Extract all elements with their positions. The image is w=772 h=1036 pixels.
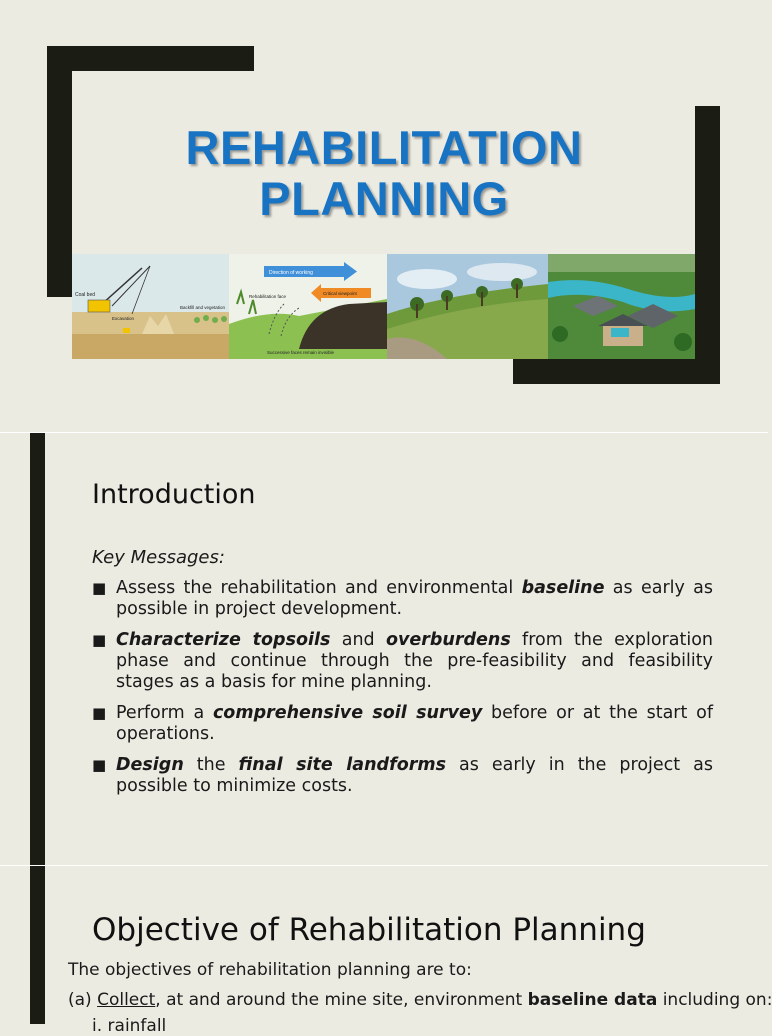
frame-top-left-horizontal — [47, 46, 254, 71]
frame-bottom-right-horizontal — [513, 359, 720, 384]
emphasis: baseline — [521, 578, 605, 598]
slide-heading: Introduction — [92, 479, 256, 510]
slide-accent-bar — [30, 433, 45, 865]
slide-title-line-1: REHABILITATION — [185, 121, 583, 174]
key-messages-list — [92, 578, 713, 807]
objective-item-a: (a) Collect, at and around the mine site, environment baseline data including on: — [68, 990, 772, 1010]
resort-render-image — [548, 254, 695, 359]
emphasis: baseline data — [527, 990, 658, 1010]
rehabilitation-diagram-image — [229, 254, 387, 359]
key-messages-label: Key Messages: — [92, 547, 225, 568]
square-bullet-icon: ■ — [92, 704, 107, 722]
introduction-slide — [0, 433, 768, 865]
excavation-label: Excavation — [112, 316, 135, 321]
list-item: ■ Perform a comprehensive soil survey before or at the start of operations. — [92, 703, 713, 744]
successive-faces-label: Successive faces remain invisible — [267, 350, 335, 355]
mining-excavation-image — [72, 254, 229, 359]
list-item: ■ Design the final site landforms as early in the project as possible to minimize costs. — [92, 755, 713, 796]
square-bullet-icon: ■ — [92, 579, 107, 597]
emphasis: overburdens — [385, 630, 511, 650]
slide-heading: Objective of Rehabilitation Planning — [92, 912, 646, 948]
coal-bed-label: Coal bed — [75, 292, 96, 298]
image-strip — [72, 254, 695, 359]
intro-text: The objectives of rehabilitation planning are to: — [68, 960, 472, 980]
emphasis: comprehensive soil survey — [212, 703, 483, 723]
list-item: ■ Characterize topsoils and overburdens from the exploration phase and continue through the pre-feasibility and feasibility stages as a basis for mine planning. — [92, 630, 713, 692]
rehab-face-label: Rehabilitation face — [249, 294, 287, 299]
title-slide — [0, 0, 768, 432]
emphasis: Characterize topsoils — [116, 630, 331, 650]
emphasis: final site landforms — [238, 755, 446, 775]
sub-item-rainfall: i. rainfall — [92, 1016, 167, 1036]
direction-label: Direction of working — [269, 270, 313, 276]
list-item: ■ Assess the rehabilitation and environmental baseline as early as possible in project development. — [92, 578, 713, 619]
slide-accent-bar — [30, 866, 45, 1024]
objective-slide — [0, 866, 772, 1036]
emphasis: Design — [116, 755, 184, 775]
hillside-photo — [387, 254, 548, 359]
slide-title-line-2: PLANNING — [259, 172, 509, 225]
square-bullet-icon: ■ — [92, 631, 107, 649]
backfill-label: Backfill and vegetation — [180, 305, 226, 310]
square-bullet-icon: ■ — [92, 756, 107, 774]
viewpoint-label: Critical viewpoint — [323, 291, 357, 296]
collect-link[interactable]: Collect — [97, 990, 156, 1010]
